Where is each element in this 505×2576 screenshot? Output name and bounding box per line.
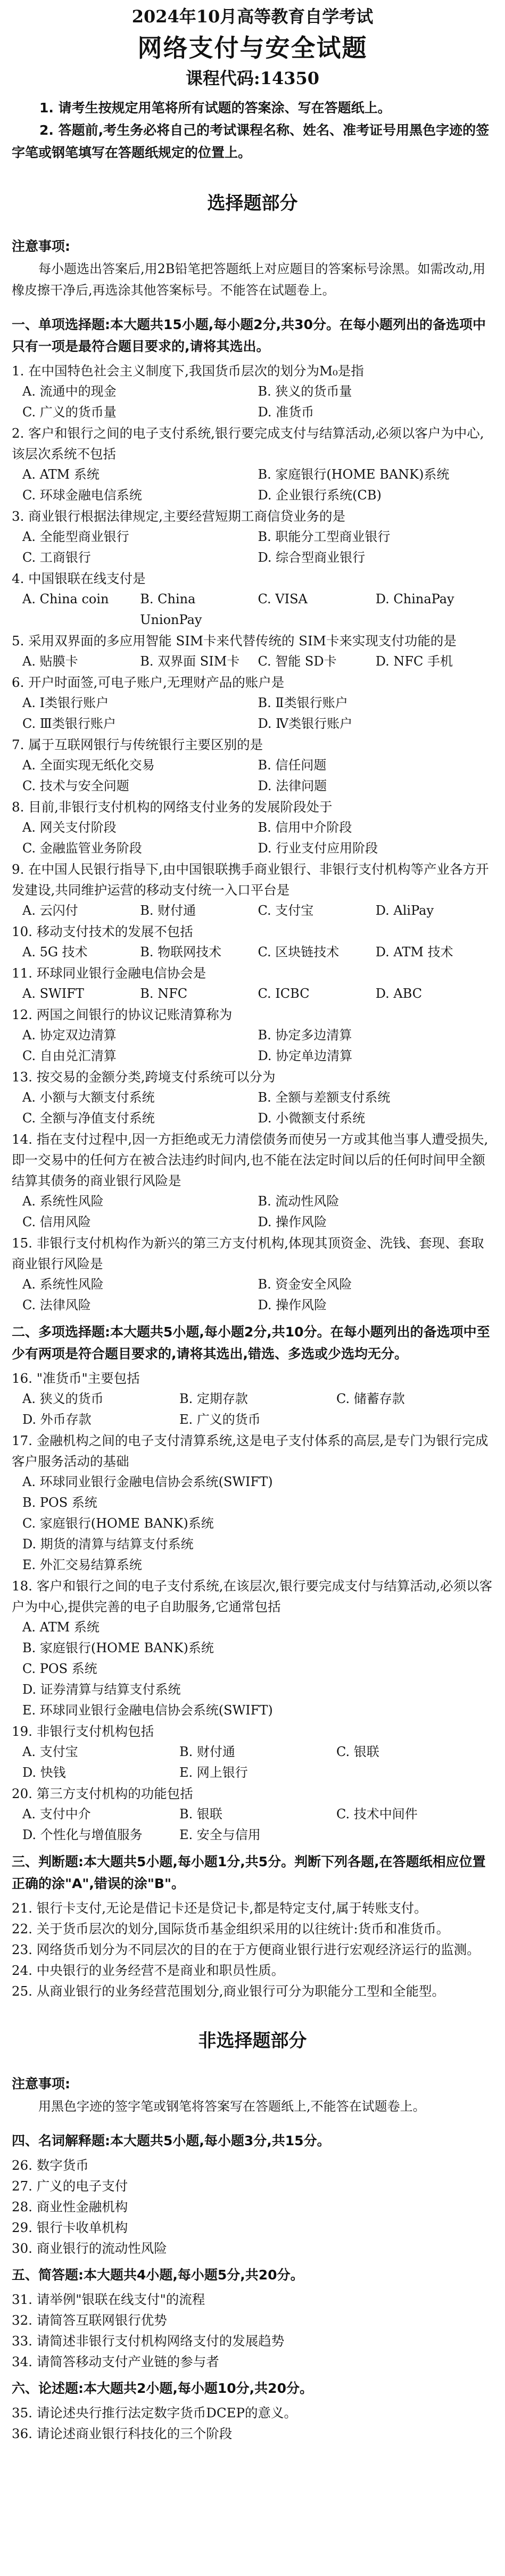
exam-notice: [12, 97, 493, 164]
question-item: 24. 中央银行的业务经营不是商业和职员性质。: [12, 1963, 285, 1978]
option-item: D. 证券清算与结算支付系统: [22, 1682, 181, 1697]
single-choice-list: [12, 360, 493, 1316]
option-item: C. 环球金融电信系统: [22, 488, 142, 503]
question-item: 23. 网络货币划分为不同层次的目的在于方便商业银行进行宏观经济运行的监测。: [12, 1942, 480, 1957]
question-item: 29. 银行卡收单机构: [12, 2220, 128, 2235]
option-item: A. 系统性风险: [22, 1277, 104, 1292]
option-group: [12, 1191, 493, 1233]
option-item: E. 安全与信用: [179, 1827, 261, 1842]
option-item: D. 期货的清算与结算支付系统: [22, 1537, 194, 1552]
option-item: C. 广义的货币量: [22, 405, 117, 420]
option-item: C. ICBC: [258, 986, 310, 1001]
option-item: B. Ⅱ类银行账户: [258, 695, 348, 710]
option-item: D. AliPay: [375, 903, 434, 918]
question-stem: 10. 移动支付技术的发展不包括: [12, 924, 193, 939]
option-item: A. 全面实现无纸化交易: [22, 758, 155, 773]
option-group: [12, 983, 493, 1004]
option-item: C. 支付宝: [258, 903, 314, 918]
question-stem: 18. 客户和银行之间的电子支付系统,在该层次,银行要完成支付与结算活动,必须以客户为中心,提供完善的电子自助服务,它通常包括: [12, 1578, 493, 1614]
option-item: D. 准货币: [258, 405, 314, 420]
question-stem: 14. 指在支付过程中,因一方拒绝或无力清偿债务而使另一方或其他当事人遭受损失,即一交易中的任何方在被合法违约时间内,也不能在法定时间以后的任何时间甲全额结算其债务的商业银行风险是: [12, 1131, 489, 1188]
option-item: C. 法律风险: [22, 1298, 91, 1312]
option-item: D. 快钱: [22, 1765, 66, 1780]
option-group: [12, 1742, 493, 1783]
question-item: 35. 请论述央行推行法定数字货币DCEP的意义。: [12, 2405, 297, 2421]
option-item: A. 网关支付阶段: [22, 820, 117, 835]
part2-notes-text: 用黑色字迹的签字笔或钢笔将答案写在答题纸上,不能答在试题卷上。: [38, 2099, 426, 2114]
question-stem: 8. 目前,非银行支付机构的网络支付业务的发展阶段处于: [12, 799, 333, 815]
question-stem: 3. 商业银行根据法律规定,主要经营短期工商信贷业务的是: [12, 508, 345, 524]
option-item: D. 法律问题: [258, 778, 327, 793]
option-item: D. 外币存款: [22, 1412, 92, 1427]
option-item: B. 物联网技术: [140, 945, 222, 959]
option-item: C. 信用风险: [22, 1215, 91, 1229]
option-item: D. 操作风险: [258, 1298, 327, 1312]
question-stem: 1. 在中国特色社会主义制度下,我国货币层次的划分为M₀是指: [12, 363, 364, 379]
part1-notes-heading: 注意事项:: [12, 239, 70, 254]
option-item: C. 自由兑汇清算: [22, 1048, 117, 1063]
option-item: B. NFC: [140, 986, 188, 1001]
option-item: D. 操作风险: [258, 1215, 327, 1229]
part1-title: 选择题部分: [207, 193, 298, 214]
option-item: C. 区块链技术: [258, 945, 340, 959]
option-item: A. 小额与大额支付系统: [22, 1090, 155, 1105]
option-item: B. 协定多边清算: [258, 1028, 352, 1043]
option-item: B. 职能分工型商业银行: [258, 529, 391, 544]
option-item: B. 资金安全风险: [258, 1277, 352, 1292]
option-item: B. 双界面 SIM卡: [140, 654, 240, 669]
question-stem: 15. 非银行支付机构作为新兴的第三方支付机构,体现其顶资金、洗钱、套现、套取商业银行风险是: [12, 1235, 484, 1271]
question-stem: 20. 第三方支付机构的功能包括: [12, 1786, 193, 1801]
question-item: 34. 请简答移动支付产业链的参与者: [12, 2354, 219, 2369]
question-stem: 19. 非银行支付机构包括: [12, 1724, 154, 1739]
option-item: B. China UnionPay: [140, 592, 202, 627]
option-item: A. 协定双边清算: [22, 1028, 117, 1043]
option-item: C. 全额与净值支付系统: [22, 1111, 155, 1126]
question-item: 28. 商业性金融机构: [12, 2199, 128, 2214]
multi-choice-list: [12, 1368, 493, 1845]
option-item: E. 外汇交易结算系统: [22, 1557, 142, 1572]
option-group: [12, 817, 493, 859]
option-item: A. 狭义的货币: [22, 1391, 104, 1406]
option-item: C. VISA: [258, 592, 308, 606]
option-group: [12, 381, 493, 423]
option-item: C. 技术中间件: [336, 1807, 418, 1822]
option-item: A. ATM 系统: [22, 1620, 100, 1635]
option-item: A. 支付中介: [22, 1807, 91, 1822]
essay-list: [12, 2402, 493, 2444]
course-code: 课程代码:14350: [185, 68, 320, 88]
option-item: D. 个性化与增值服务: [22, 1827, 143, 1842]
question-stem: 17. 金融机构之间的电子支付清算系统,这是电子支付体系的高层,是专门为银行完成客户服务活动的基础: [12, 1433, 489, 1469]
option-group: [12, 1389, 493, 1430]
option-item: C. Ⅲ类银行账户: [22, 716, 116, 731]
question-stem: 16. "准货币"主要包括: [12, 1371, 140, 1386]
option-group: [12, 1087, 493, 1129]
notice-line: 1. 请考生按规定用笔将所有试题的答案涂、写在答题纸上。: [39, 100, 391, 116]
short-answer-list: [12, 2289, 493, 2372]
option-group: [12, 1617, 493, 1721]
option-group: [12, 1274, 493, 1316]
option-item: A. Ⅰ类银行账户: [22, 695, 109, 710]
option-item: B. 家庭银行(HOME BANK)系统: [258, 467, 450, 482]
option-group: [12, 589, 493, 630]
option-item: A. SWIFT: [22, 986, 84, 1001]
option-item: A. China coin: [22, 592, 109, 606]
option-item: A. 系统性风险: [22, 1194, 104, 1209]
question-stem: 9. 在中国人民银行指导下,由中国银联携手商业银行、非银行支付机构等产业各方开发建设,共同维护运营的移动支付统一入口平台是: [12, 862, 489, 898]
question-item: 22. 关于货币层次的划分,国际货币基金组织采用的以往统计:货币和准货币。: [12, 1921, 450, 1937]
option-item: B. 流动性风险: [258, 1194, 340, 1209]
option-item: B. 信用中介阶段: [258, 820, 352, 835]
question-stem: 4. 中国银联在线支付是: [12, 571, 146, 586]
option-item: D. NFC 手机: [375, 654, 453, 669]
option-item: C. 金融监管业务阶段: [22, 841, 142, 856]
section-terms: 四、名词解释题:本大题共5小题,每小题3分,共15分。: [12, 2133, 330, 2148]
option-item: A. 5G 技术: [22, 945, 88, 959]
option-item: C. 工商银行: [22, 550, 91, 565]
section-judge: 三、判断题:本大题共5小题,每小题1分,共5分。判断下列各题,在答题纸相应位置正确的涂"A",错误的涂"B"。: [12, 1854, 486, 1891]
exam-title: 网络支付与安全试题: [137, 34, 368, 62]
option-item: C. 技术与安全问题: [22, 778, 129, 793]
question-item: 21. 银行卡支付,无论是借记卡还是贷记卡,都是特定支付,属于转账支付。: [12, 1900, 427, 1916]
option-item: B. 财付通: [140, 903, 196, 918]
option-group: [12, 942, 493, 963]
terms-list: [12, 2155, 493, 2259]
section-multi-choice: 二、多项选择题:本大题共5小题,每小题2分,共10分。在每小题列出的备选项中至少有两项是符合题目要求的,请将其选出,错选、多选或少选均无分。: [12, 1324, 490, 1361]
option-item: D. 行业支付应用阶段: [258, 841, 378, 856]
judge-list: [12, 1898, 493, 2001]
notice-line: 2. 答题前,考生务必将自己的考试课程名称、姓名、准考证号用黑色字迹的签字笔或钢笔填写在答题纸规定的位置上。: [12, 122, 490, 160]
question-item: 31. 请举例"银联在线支付"的流程: [12, 2292, 205, 2307]
question-item: 25. 从商业银行的业务经营范围划分,商业银行可分为职能分工型和全能型。: [12, 1983, 445, 1999]
option-item: A. ATM 系统: [22, 467, 100, 482]
option-item: B. 家庭银行(HOME BANK)系统: [22, 1640, 214, 1655]
option-group: [12, 755, 493, 797]
option-item: C. 家庭银行(HOME BANK)系统: [22, 1516, 214, 1531]
option-item: B. 定期存款: [179, 1391, 248, 1406]
option-group: [12, 693, 493, 734]
option-item: A. 全能型商业银行: [22, 529, 129, 544]
option-item: D. Ⅳ类银行账户: [258, 716, 353, 731]
part1-notes-text: 每小题选出答案后,用2B铅笔把答题纸上对应题目的答案标号涂黑。如需改动,用橡皮擦干净后,再选涂其他答案标号。不能答在试题卷上。: [12, 261, 486, 298]
option-item: D. 小微额支付系统: [258, 1111, 366, 1126]
option-group: [12, 1472, 493, 1576]
option-item: A. 支付宝: [22, 1744, 78, 1759]
option-group: [12, 900, 493, 921]
option-item: D. 企业银行系统(CB): [258, 488, 382, 503]
section-essay: 六、论述题:本大题共2小题,每小题10分,共20分。: [12, 2381, 313, 2396]
option-item: D. ATM 技术: [375, 945, 453, 959]
option-group: [12, 527, 493, 568]
question-stem: 13. 按交易的金额分类,跨境支付系统可以分为: [12, 1069, 276, 1085]
option-item: D. ChinaPay: [375, 592, 454, 606]
option-group: [12, 1804, 493, 1845]
question-item: 33. 请简述非银行支付机构网络支付的发展趋势: [12, 2333, 285, 2349]
question-stem: 2. 客户和银行之间的电子支付系统,银行要完成支付与结算活动,必须以客户为中心,该层次系统不包括: [12, 425, 484, 462]
option-item: B. 狭义的货币量: [258, 384, 352, 399]
option-item: C. 银联: [336, 1744, 379, 1759]
option-item: B. 全额与差额支付系统: [258, 1090, 391, 1105]
question-stem: 6. 开户时面签,可电子账户,无理财产品的账户是: [12, 675, 285, 690]
part2-title: 非选择题部分: [198, 2030, 307, 2052]
option-group: [12, 464, 493, 506]
question-stem: 12. 两国之间银行的协议记账清算称为: [12, 1007, 233, 1022]
option-item: D. ABC: [375, 986, 423, 1001]
option-item: A. 流通中的现金: [22, 384, 117, 399]
question-item: 30. 商业银行的流动性风险: [12, 2241, 167, 2256]
exam-year: 2024年10月高等教育自学考试: [131, 6, 374, 27]
option-item: C. 储蓄存款: [336, 1391, 405, 1406]
question-stem: 11. 环球同业银行金融电信协会是: [12, 965, 206, 981]
part2-notes-heading: 注意事项:: [12, 2076, 70, 2091]
option-group: [12, 1025, 493, 1067]
question-item: 32. 请简答互联网银行优势: [12, 2312, 167, 2328]
option-item: C. 智能 SD卡: [258, 654, 337, 669]
option-item: D. 协定单边清算: [258, 1048, 353, 1063]
option-item: D. 综合型商业银行: [258, 550, 366, 565]
option-item: A. 贴膜卡: [22, 654, 78, 669]
option-item: B. POS 系统: [22, 1495, 97, 1510]
question-stem: 7. 属于互联网银行与传统银行主要区别的是: [12, 737, 263, 752]
question-item: 26. 数字货币: [12, 2157, 89, 2173]
option-group: [12, 651, 493, 672]
option-item: A. 云闪付: [22, 903, 78, 918]
option-item: E. 网上银行: [179, 1765, 248, 1780]
option-item: B. 财付通: [179, 1744, 235, 1759]
question-item: 36. 请论述商业银行科技化的三个阶段: [12, 2426, 233, 2441]
option-item: E. 广义的货币: [179, 1412, 261, 1427]
option-item: C. POS 系统: [22, 1661, 97, 1676]
option-item: B. 信任问题: [258, 758, 327, 773]
option-item: A. 环球同业银行金融电信协会系统(SWIFT): [22, 1474, 273, 1489]
section-single-choice: 一、单项选择题:本大题共15小题,每小题2分,共30分。在每小题列出的备选项中只有一项是最符合题目要求的,请将其选出。: [12, 317, 486, 354]
question-stem: 5. 采用双界面的多应用智能 SIM卡来代替传统的 SIM卡来实现支付功能的是: [12, 633, 457, 649]
option-item: E. 环球同业银行金融电信协会系统(SWIFT): [22, 1703, 273, 1718]
section-short: 五、简答题:本大题共4小题,每小题5分,共20分。: [12, 2267, 304, 2283]
question-item: 27. 广义的电子支付: [12, 2178, 128, 2194]
option-item: B. 银联: [179, 1807, 222, 1822]
